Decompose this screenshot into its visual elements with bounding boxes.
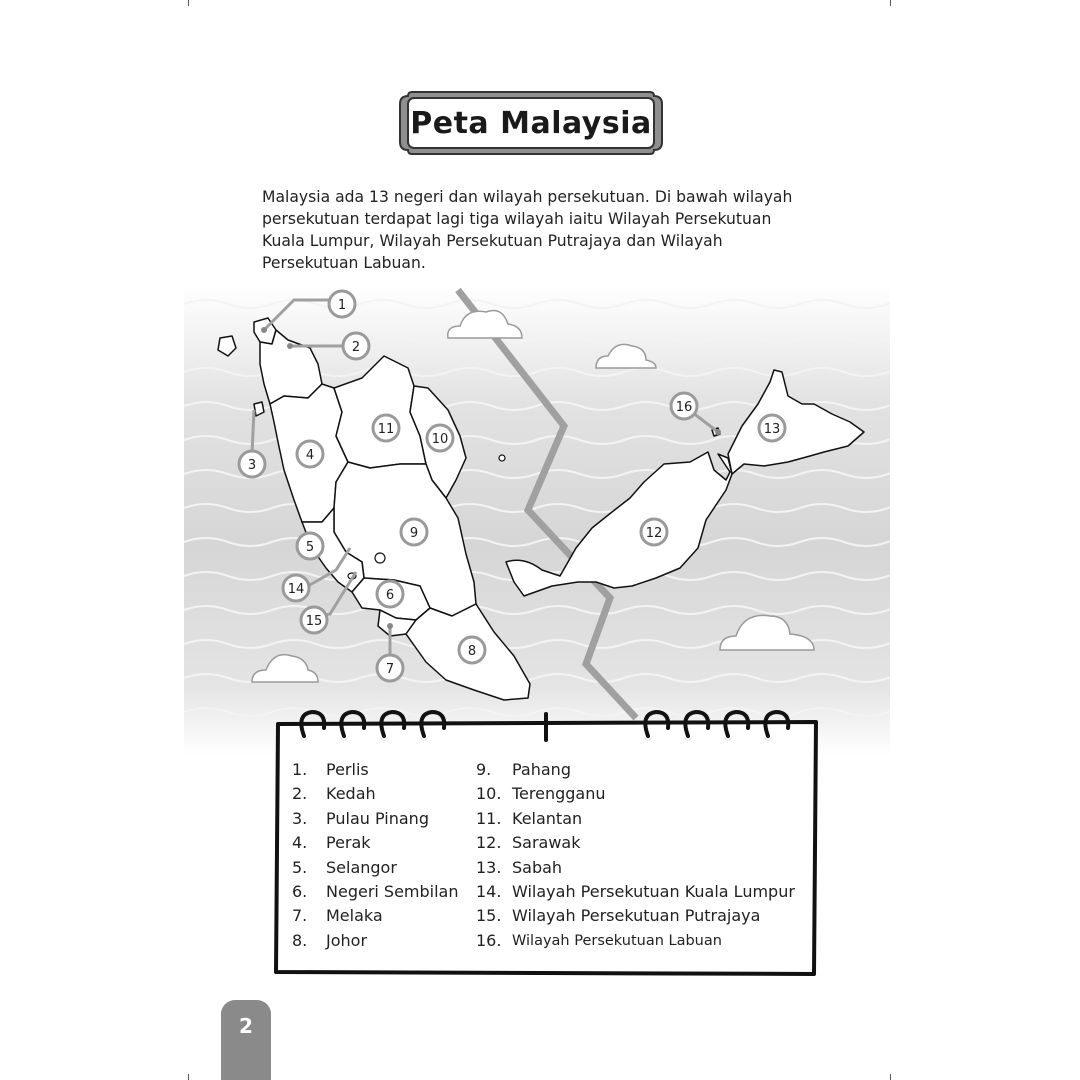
svg-text:9: 9	[409, 526, 419, 541]
svg-text:4: 4	[305, 448, 315, 463]
crop-mark	[890, 0, 891, 6]
map-badge-3	[239, 451, 265, 477]
legend-item: 1. Perlis	[292, 760, 369, 779]
legend-item: 11. Kelantan	[476, 808, 583, 828]
state-legend	[292, 758, 812, 953]
legend-item: 14. Wilayah Persekutuan Kuala Lumpur	[476, 882, 795, 902]
map-badge-16	[671, 393, 697, 419]
legend-item: 9. Pahang	[476, 760, 571, 779]
svg-text:15: 15	[305, 614, 323, 629]
svg-text:7: 7	[385, 662, 395, 677]
intro-paragraph: Malaysia ada 13 negeri dan wilayah persekutuan. Di bawah wilayah persekutuan terdapat lagi tiga wilayah iaitu Wilayah Persekutuan Kuala Lumpur, Wilayah Persekutuan Putrajaya dan Wilayah Persekutuan Labuan.	[262, 188, 793, 272]
legend-row	[292, 831, 812, 855]
legend-item: 6. Negeri Sembilan	[292, 882, 459, 902]
map-badge-13	[759, 415, 785, 441]
map-badge-12	[641, 519, 667, 545]
legend-item: 3. Pulau Pinang	[292, 808, 429, 828]
page-title: Peta Malaysia	[410, 105, 652, 141]
svg-text:6: 6	[385, 588, 395, 603]
svg-text:3: 3	[247, 458, 257, 473]
svg-text:8: 8	[467, 644, 477, 659]
svg-text:13: 13	[763, 422, 781, 437]
map-badge-8	[459, 637, 485, 663]
map-badge-6	[377, 581, 403, 607]
legend-row	[292, 758, 812, 782]
svg-text:16: 16	[675, 400, 693, 415]
svg-text:14: 14	[287, 582, 305, 597]
legend-row	[292, 904, 812, 928]
legend-item: 7. Melaka	[292, 906, 383, 926]
legend-item: 10. Terengganu	[476, 784, 606, 804]
map-badge-5	[297, 533, 323, 559]
svg-text:5: 5	[305, 540, 315, 555]
legend-item: 13. Sabah	[476, 857, 563, 877]
svg-text:11: 11	[377, 422, 395, 437]
crop-mark	[188, 1074, 189, 1080]
map-badge-11	[373, 415, 399, 441]
legend-item: 5. Selangor	[292, 857, 397, 877]
map-badge-4	[297, 441, 323, 467]
legend-item: 15. Wilayah Persekutuan Putrajaya	[476, 906, 761, 926]
legend-row	[292, 929, 812, 953]
legend-row	[292, 807, 812, 831]
legend-item: 8. Johor	[292, 930, 368, 950]
svg-text:12: 12	[645, 526, 663, 541]
map-badge-15	[301, 607, 327, 633]
legend-item: 12. Sarawak	[476, 833, 581, 853]
crop-mark	[188, 0, 189, 6]
svg-text:10: 10	[431, 432, 449, 447]
svg-text:1: 1	[337, 298, 347, 313]
legend-row	[292, 782, 812, 806]
page-number: 2	[239, 1014, 253, 1038]
legend-item: 2. Kedah	[292, 784, 376, 804]
map-badge-2	[343, 333, 369, 359]
legend-row	[292, 856, 812, 880]
map-badge-10	[427, 425, 453, 451]
legend-row	[292, 880, 812, 904]
malaysia-map	[184, 286, 890, 756]
map-badge-9	[401, 519, 427, 545]
map-badge-1	[329, 291, 355, 317]
legend-item: 16. Wilayah Persekutuan Labuan	[476, 930, 722, 950]
map-badge-7	[377, 655, 403, 681]
legend-item: 4. Perak	[292, 833, 371, 853]
svg-text:2: 2	[351, 340, 361, 355]
crop-mark	[890, 1074, 891, 1080]
map-badge-14	[283, 575, 309, 601]
page-number-tab	[221, 1000, 271, 1080]
